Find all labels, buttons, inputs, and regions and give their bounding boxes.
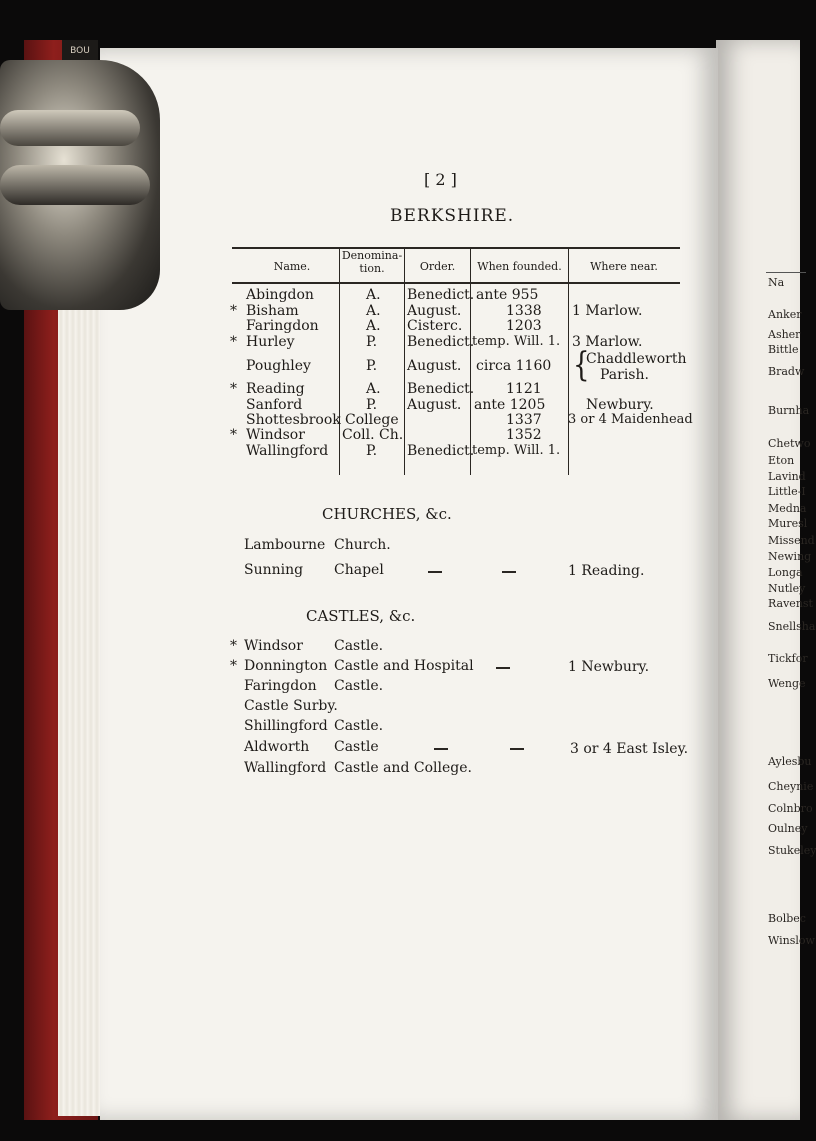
church-near: 1 Reading. — [568, 563, 645, 579]
facing-row: Aylesbu — [768, 755, 812, 768]
facing-row: Chetwo — [768, 437, 811, 450]
castle-name: Donnington — [244, 658, 328, 674]
row-near: Chaddleworth — [586, 351, 687, 367]
row-name: Bisham — [246, 303, 299, 319]
column-rule — [339, 247, 340, 475]
row-order: August. — [407, 397, 462, 413]
church-name: Sunning — [244, 562, 304, 578]
header-order: Order. — [419, 260, 456, 273]
header-founded: When founded. — [477, 260, 562, 273]
row-name: Poughley — [246, 358, 311, 374]
row-mark: * — [230, 303, 237, 319]
row-near: 3 Marlow. — [572, 334, 643, 350]
castle-type: Castle. — [334, 638, 384, 654]
castle-mark: * — [230, 638, 237, 654]
row-name: Windsor — [246, 427, 305, 443]
facing-row: Nutley — [768, 582, 806, 595]
castle-near: 1 Newbury. — [568, 659, 650, 675]
row-founded: temp. Will. 1. — [472, 334, 561, 349]
facing-row: Winslow — [768, 934, 815, 947]
row-denomination: College — [345, 412, 399, 428]
facing-row: Bittle — [768, 343, 799, 356]
ditto-dash — [434, 748, 448, 750]
facing-row: Stukeley — [768, 844, 816, 857]
row-founded: 1338 — [506, 303, 542, 319]
row-name: Wallingford — [246, 443, 329, 459]
row-founded: ante 955 — [476, 287, 539, 303]
row-order: August. — [407, 303, 462, 319]
church-type: Church. — [334, 537, 391, 553]
facing-row: Medna — [768, 502, 807, 515]
row-name: Shottesbrook — [246, 412, 341, 428]
row-denomination: P. — [366, 443, 378, 459]
row-order: Benedict. — [407, 287, 475, 303]
metal-clip-ridge — [0, 165, 150, 205]
facing-row: Bolbec — [768, 912, 806, 925]
row-denomination: Coll. Ch. — [342, 427, 404, 443]
brace-glyph: { — [573, 346, 590, 385]
row-near: 3 or 4 Maidenhead — [568, 412, 693, 427]
row-denomination: A. — [366, 318, 381, 334]
castles-heading: CASTLES, &c. — [306, 607, 416, 625]
row-founded: 1203 — [506, 318, 542, 334]
facing-row: Anker — [768, 308, 802, 321]
table-top-rule — [232, 247, 680, 249]
row-name: Sanford — [246, 397, 303, 413]
castle-near: 3 or 4 East Isley. — [570, 741, 689, 757]
row-founded: ante 1205 — [474, 397, 546, 413]
facing-row: Cheynie — [768, 780, 814, 793]
row-order: Benedict. — [407, 334, 475, 350]
row-mark: * — [230, 381, 237, 397]
castle-name: Windsor — [244, 638, 303, 654]
church-name: Lambourne — [244, 537, 326, 553]
churches-heading: CHURCHES, &c. — [322, 505, 452, 523]
ditto-dash — [428, 571, 442, 573]
header-denomination: Denomina- tion. — [341, 249, 403, 275]
row-founded: 1337 — [506, 412, 542, 428]
binding-label: BOU — [62, 40, 98, 62]
ditto-dash — [502, 571, 516, 573]
row-denomination: P. — [366, 397, 378, 413]
row-name: Abingdon — [246, 287, 314, 303]
ditto-dash — [496, 667, 510, 669]
column-rule — [404, 247, 405, 475]
row-denomination: P. — [366, 334, 378, 350]
facing-row: Colnbro — [768, 802, 813, 815]
castle-type: Castle. — [334, 718, 384, 734]
row-denomination: P. — [366, 358, 378, 374]
castle-name: Castle Surby. — [244, 698, 338, 714]
castle-name: Wallingford — [244, 760, 327, 776]
facing-row: Little-I — [768, 485, 806, 498]
facing-row: Missend — [768, 534, 815, 547]
row-order: Benedict. — [407, 381, 475, 397]
facing-row: Burnha — [768, 404, 810, 417]
facing-row: Newing — [768, 550, 812, 563]
facing-row: Lavind — [768, 470, 806, 483]
facing-row: Ravenst — [768, 597, 813, 610]
page-number: [ 2 ] — [424, 170, 457, 189]
facing-row: Wenge — [768, 677, 806, 690]
column-rule — [568, 247, 569, 475]
row-near: 1 Marlow. — [572, 303, 643, 319]
row-near: Newbury. — [586, 397, 654, 413]
row-denomination: A. — [366, 303, 381, 319]
castle-type: Castle. — [334, 678, 384, 694]
facing-row: Muresl — [768, 517, 808, 530]
row-denomination: A. — [366, 381, 381, 397]
row-name: Hurley — [246, 334, 295, 350]
castle-name: Faringdon — [244, 678, 317, 694]
row-denomination: A. — [366, 287, 381, 303]
row-founded: 1121 — [506, 381, 542, 397]
castle-mark: * — [230, 658, 237, 674]
facing-row: Bradw — [768, 365, 805, 378]
facing-row: Na — [768, 276, 785, 289]
castle-name: Shillingford — [244, 718, 328, 734]
church-type: Chapel — [334, 562, 384, 578]
facing-page — [716, 40, 816, 1120]
facing-row: Tickfor — [768, 652, 808, 665]
metal-clip-ridge — [0, 110, 140, 146]
row-mark: * — [230, 334, 237, 350]
row-founded: temp. Will. 1. — [472, 443, 561, 458]
castle-type: Castle — [334, 739, 379, 755]
row-mark: * — [230, 427, 237, 443]
header-near: Where near. — [590, 260, 658, 273]
facing-row: Longa — [768, 566, 803, 579]
row-name: Reading — [246, 381, 305, 397]
ditto-dash — [510, 748, 524, 750]
castle-type: Castle and Hospital — [334, 658, 474, 674]
row-founded: 1352 — [506, 427, 542, 443]
header-name: Name. — [273, 260, 311, 273]
row-founded: circa 1160 — [476, 358, 552, 374]
facing-page-rule — [766, 272, 806, 273]
row-name: Faringdon — [246, 318, 319, 334]
county-title: BERKSHIRE. — [390, 206, 515, 226]
facing-row: Snellsha — [768, 620, 816, 633]
row-order: Benedict. — [407, 443, 475, 459]
row-order: August. — [407, 358, 462, 374]
row-order: Cisterc. — [407, 318, 463, 334]
facing-row: Eton — [768, 454, 795, 467]
facing-row: Oulney — [768, 822, 808, 835]
row-near-line2: Parish. — [600, 367, 649, 383]
castle-name: Aldworth — [244, 739, 310, 755]
table-header-rule — [232, 282, 680, 284]
column-rule — [470, 247, 471, 475]
facing-row: Asher — [768, 328, 801, 341]
castle-type: Castle and College. — [334, 760, 472, 776]
